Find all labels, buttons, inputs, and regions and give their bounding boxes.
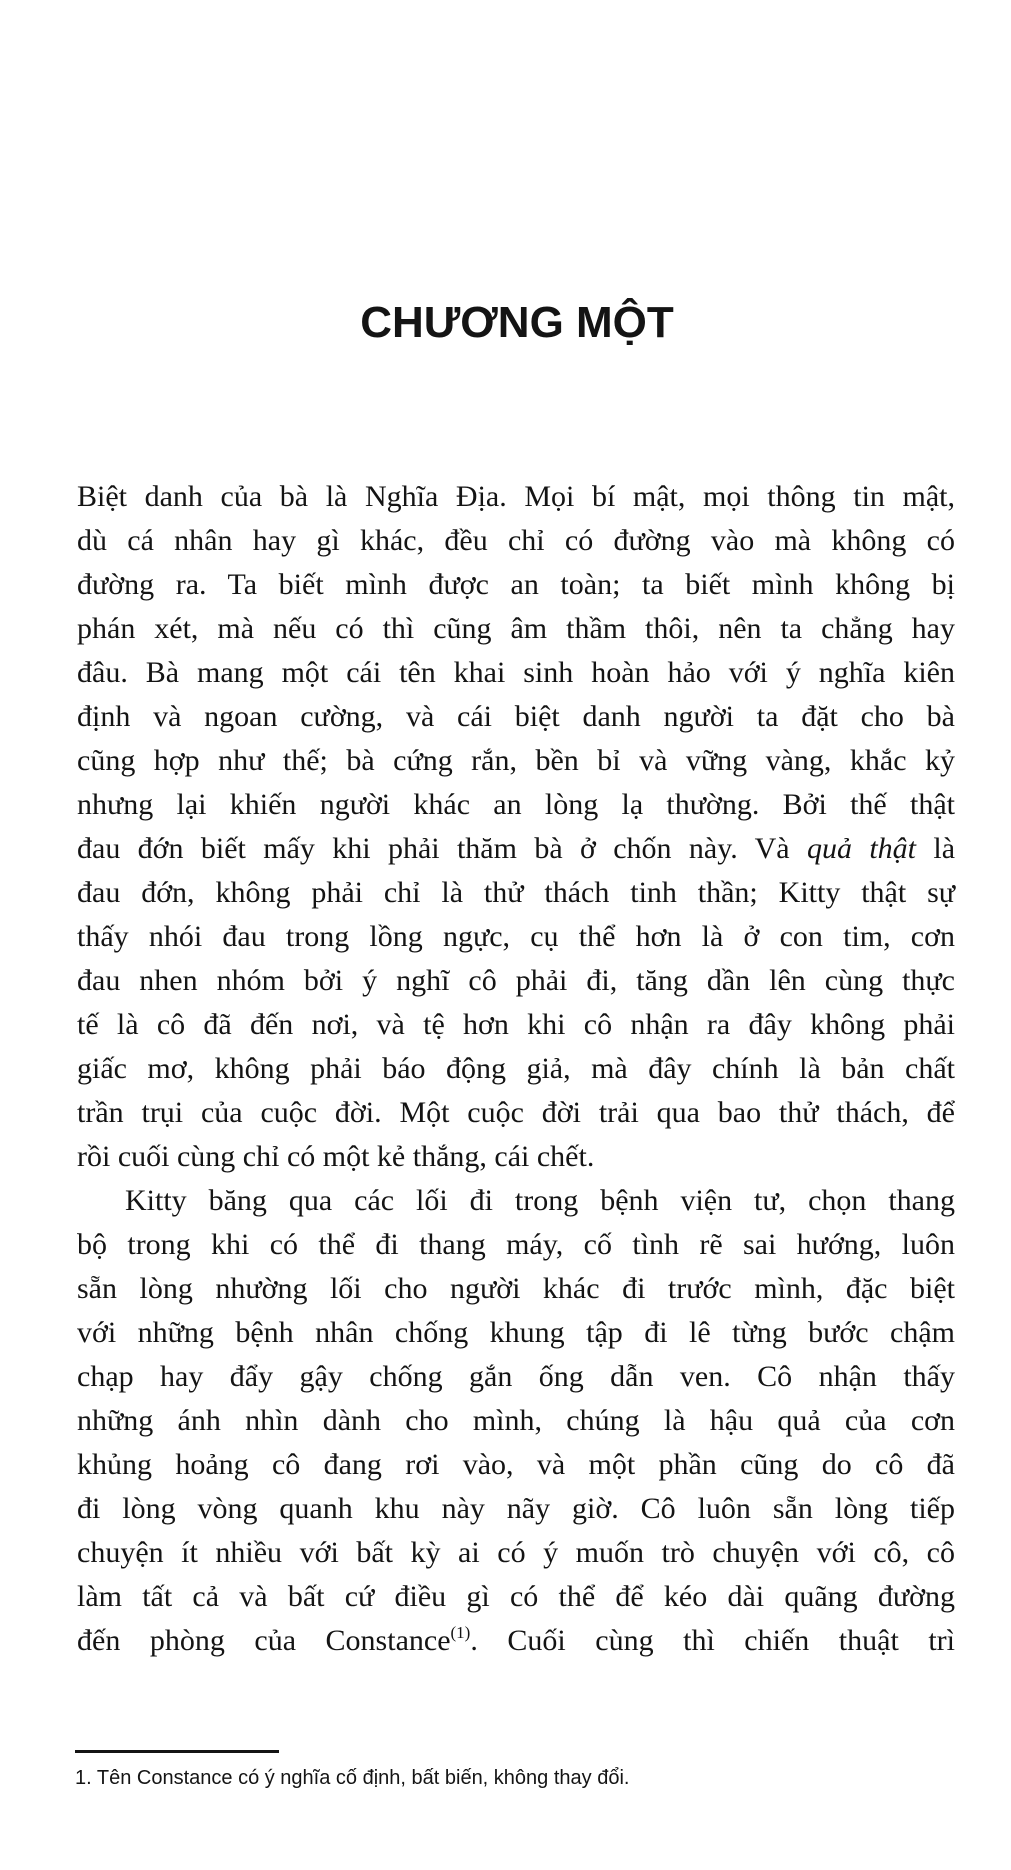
paragraph <box>77 475 955 1179</box>
text-segment: phán xét, mà nếu có thì cũng âm thầm thôi, nên ta chẳng hay <box>77 612 955 645</box>
text-segment: dù cá nhân hay gì khác, đều chỉ có đường vào mà không có <box>77 524 955 557</box>
text-line <box>77 1091 955 1135</box>
text-segment: tế là cô đã đến nơi, và tệ hơn khi cô nhận ra đây không phải <box>77 1008 955 1041</box>
text-segment: bộ trong khi có thể đi thang máy, cố tình rẽ sai hướng, luôn <box>77 1228 955 1261</box>
text-segment: đi lòng vòng quanh khu này nãy giờ. Cô luôn sẵn lòng tiếp <box>77 1492 955 1525</box>
text-line <box>77 1487 955 1531</box>
text-segment: đường ra. Ta biết mình được an toàn; ta biết mình không bị <box>77 568 955 601</box>
text-segment: . Cuối cùng thì chiến thuật trì <box>470 1624 955 1657</box>
text-line <box>77 1179 955 1223</box>
text-line <box>77 1575 955 1619</box>
text-segment: là <box>916 832 956 865</box>
text-line <box>77 1399 955 1443</box>
text-segment: đến phòng của Constance <box>77 1624 451 1657</box>
chapter-title: CHƯƠNG MỘT <box>360 298 674 347</box>
text-segment: đau đớn biết mấy khi phải thăm bà ở chốn này. Và <box>77 832 807 865</box>
text-line <box>77 1355 955 1399</box>
text-segment: chuyện ít nhiều với bất kỳ ai có ý muốn trò chuyện với cô, cô <box>77 1536 955 1569</box>
text-line <box>77 783 955 827</box>
text-segment: những ánh nhìn dành cho mình, chúng là hậu quả của cơn <box>77 1404 955 1437</box>
text-line <box>77 959 955 1003</box>
text-line <box>77 563 955 607</box>
body-text <box>77 475 955 1663</box>
text-line <box>77 607 955 651</box>
footnote-divider <box>75 1750 279 1753</box>
text-line <box>77 1267 955 1311</box>
text-line <box>77 651 955 695</box>
text-line <box>77 1047 955 1091</box>
text-segment: rồi cuối cùng chỉ có một kẻ thắng, cái chết. <box>77 1140 595 1173</box>
text-segment: thấy nhói đau trong lồng ngực, cụ thể hơn là ở con tim, cơn <box>77 920 955 953</box>
text-segment: cũng hợp như thế; bà cứng rắn, bền bỉ và vững vàng, khắc kỷ <box>77 744 955 777</box>
text-segment: nhưng lại khiến người khác an lòng lạ thường. Bởi thế thật <box>77 788 955 821</box>
text-line <box>77 519 955 563</box>
text-segment: Kitty băng qua các lối đi trong bệnh viện tư, chọn thang <box>125 1184 955 1217</box>
text-line <box>77 739 955 783</box>
text-segment: đâu. Bà mang một cái tên khai sinh hoàn hảo với ý nghĩa kiên <box>77 656 955 689</box>
text-line <box>77 1003 955 1047</box>
text-line <box>77 1443 955 1487</box>
emphasis-text: quả thật <box>806 832 916 865</box>
text-segment: làm tất cả và bất cứ điều gì có thể để kéo dài quãng đường <box>77 1580 955 1613</box>
text-segment: Biệt danh của bà là Nghĩa Địa. Mọi bí mật, mọi thông tin mật, <box>77 480 955 513</box>
text-line <box>77 1311 955 1355</box>
text-line <box>77 827 955 871</box>
footnote: 1. Tên Constance có ý nghĩa cố định, bất biến, không thay đổi. <box>75 1767 630 1789</box>
text-line <box>77 915 955 959</box>
text-line <box>77 1135 955 1179</box>
text-line <box>77 871 955 915</box>
text-segment: chạp hay đẩy gậy chống gắn ống dẫn ven. Cô nhận thấy <box>77 1360 955 1393</box>
text-segment: sẵn lòng nhường lối cho người khác đi trước mình, đặc biệt <box>77 1272 955 1305</box>
text-segment: giấc mơ, không phải báo động giả, mà đây chính là bản chất <box>77 1052 955 1085</box>
paragraph <box>77 1179 955 1663</box>
text-line <box>77 1619 955 1663</box>
text-line <box>77 695 955 739</box>
text-segment: với những bệnh nhân chống khung tập đi lê từng bước chậm <box>77 1316 955 1349</box>
text-segment: đau đớn, không phải chỉ là thử thách tinh thần; Kitty thật sự <box>77 876 955 909</box>
text-segment: khủng hoảng cô đang rơi vào, và một phần cũng do cô đã <box>77 1448 955 1481</box>
footnote-reference[interactable]: (1) <box>450 1623 471 1642</box>
text-segment: đau nhen nhóm bởi ý nghĩ cô phải đi, tăng dần lên cùng thực <box>77 964 955 997</box>
text-line <box>77 1223 955 1267</box>
text-segment: định và ngoan cường, và cái biệt danh người ta đặt cho bà <box>77 700 955 733</box>
text-segment: trần trụi của cuộc đời. Một cuộc đời trải qua bao thử thách, để <box>77 1096 955 1129</box>
text-line <box>77 475 955 519</box>
text-line <box>77 1531 955 1575</box>
